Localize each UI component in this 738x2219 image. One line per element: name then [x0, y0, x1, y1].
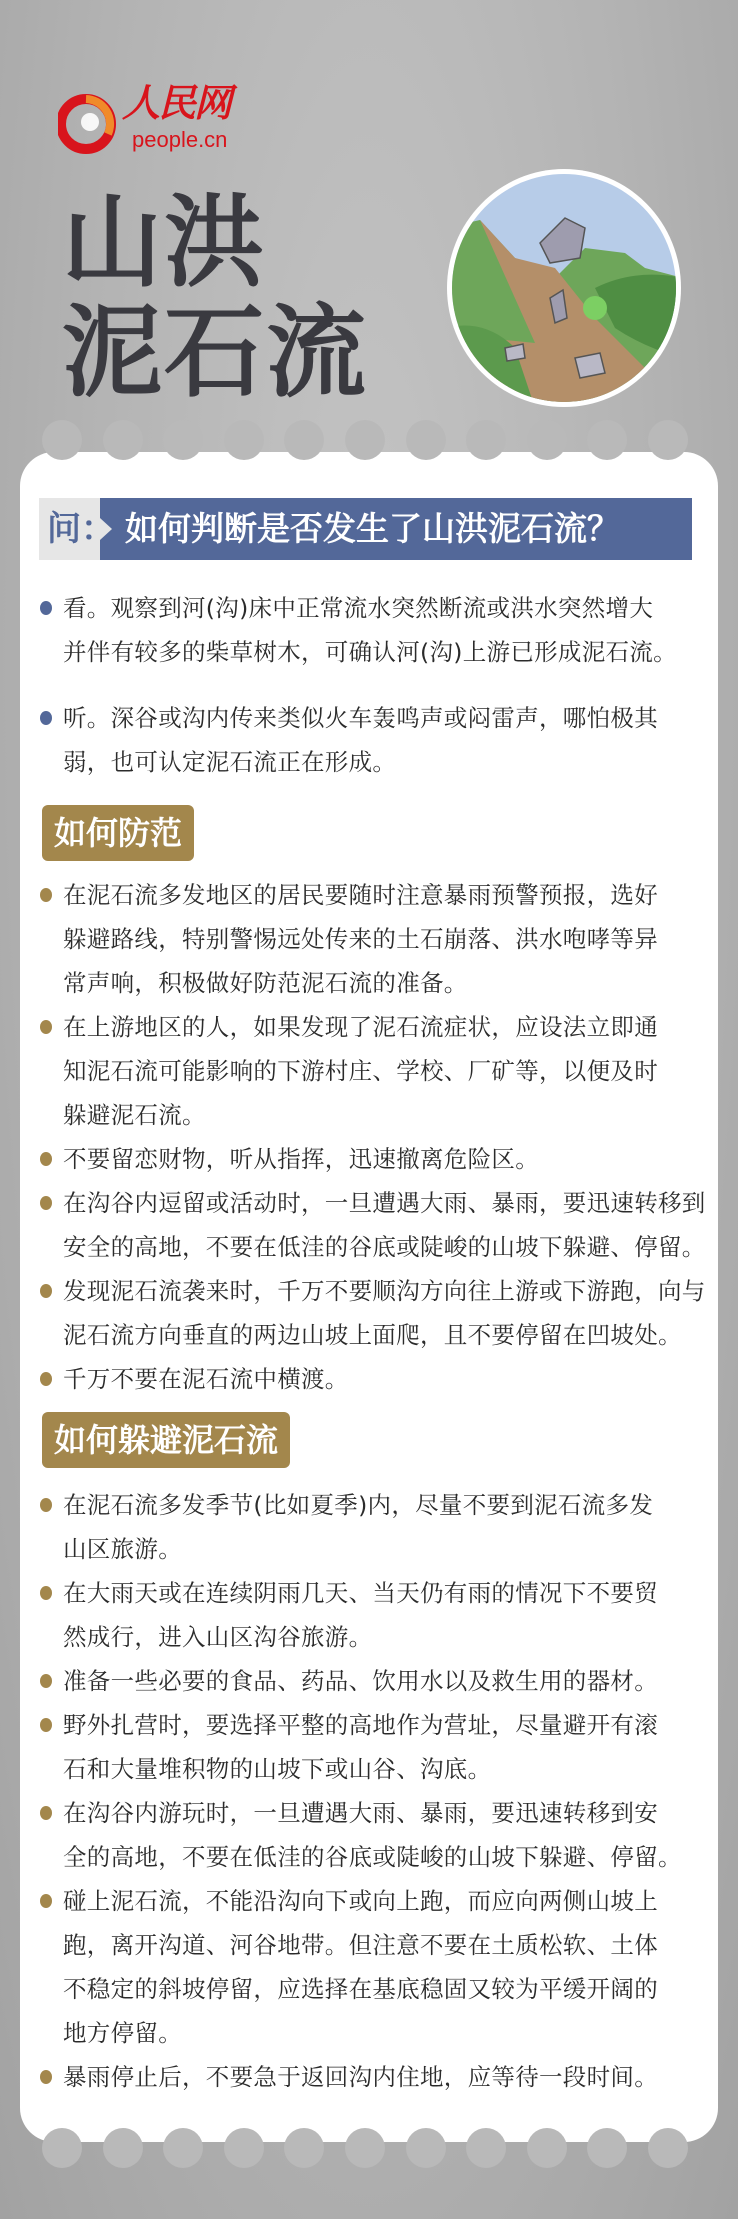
- list-item-text: 不要留恋财物，听从指挥，迅速撤离危险区。: [63, 1145, 539, 1173]
- bullet-icon: [40, 1196, 52, 1210]
- scallop-edge: [284, 2128, 324, 2168]
- list-item-text: 在大雨天或在连续阴雨几天、当天仍有雨的情况下不要贸: [63, 1579, 658, 1607]
- scallop-edge: [648, 2128, 688, 2168]
- list-item: [40, 1137, 700, 1181]
- scallop-edge: [527, 420, 567, 460]
- list-item: [40, 696, 700, 784]
- list-item-text: 躲避泥石流。: [63, 1101, 206, 1129]
- bullet-icon: [40, 601, 52, 615]
- list-item-text: 全的高地，不要在低洼的谷底或陡峻的山坡下躲避、停留。: [63, 1843, 682, 1871]
- bullet-icon: [40, 711, 52, 725]
- bullet-icon: [40, 1586, 52, 1600]
- scallop-edge: [103, 420, 143, 460]
- list-item-text: 弱，也可认定泥石流正在形成。: [63, 748, 397, 776]
- list-item: [40, 1659, 700, 1703]
- title-line-1: 山洪: [62, 184, 266, 301]
- list-item-text: 知泥石流可能影响的下游村庄、学校、厂矿等，以便及时: [63, 1057, 658, 1085]
- list-item: [40, 1879, 700, 2055]
- title-line-2: 泥石流: [62, 294, 368, 411]
- list-item-text: 然成行，进入山区沟谷旅游。: [63, 1623, 373, 1651]
- list-item-text: 不稳定的斜坡停留，应选择在基底稳固又较为平缓开阔的: [63, 1975, 658, 2003]
- list-item-text: 地方停留。: [63, 2019, 182, 2047]
- list-item-text: 并伴有较多的柴草树木，可确认河(沟)上游已形成泥石流。: [63, 638, 677, 666]
- arrow-right-icon: [100, 518, 112, 540]
- scallop-edge: [42, 420, 82, 460]
- scallop-edge: [163, 420, 203, 460]
- list-item-text: 在沟谷内游玩时，一旦遭遇大雨、暴雨，要迅速转移到安: [63, 1799, 658, 1827]
- brand-url: people.cn: [132, 127, 228, 152]
- section-header-avoid: 如何躲避泥石流: [42, 1412, 290, 1468]
- bullet-icon: [40, 888, 52, 902]
- bullet-icon: [40, 1284, 52, 1298]
- scallop-edge: [345, 2128, 385, 2168]
- scallop-edge: [648, 420, 688, 460]
- list-item-text: 跑，离开沟道、河谷地带。但注意不要在土质松软、土体: [63, 1931, 658, 1959]
- scallop-edge: [466, 2128, 506, 2168]
- bullet-icon: [40, 1674, 52, 1688]
- bullet-icon: [40, 1498, 52, 1512]
- bullet-icon: [40, 1718, 52, 1732]
- landslide-illustration: [445, 168, 683, 408]
- scallop-edge: [103, 2128, 143, 2168]
- list-item: [40, 1571, 700, 1659]
- list-item-text: 准备一些必要的食品、药品、饮用水以及救生用的器材。: [63, 1667, 658, 1695]
- list-item-text: 看。观察到河(沟)床中正常流水突然断流或洪水突然增大: [63, 594, 654, 622]
- scallop-edge: [224, 420, 264, 460]
- list-item: [40, 1181, 706, 1269]
- list-item-text: 发现泥石流袭来时，千万不要顺沟方向往上游或下游跑，向与: [63, 1277, 706, 1305]
- scallop-edge: [345, 420, 385, 460]
- bullet-icon: [40, 1806, 52, 1820]
- list-item: [40, 1791, 700, 1879]
- list-item-text: 听。深谷或沟内传来类似火车轰鸣声或闷雷声，哪怕极其: [63, 704, 658, 732]
- list-item-text: 在上游地区的人，如果发现了泥石流症状，应设法立即通: [63, 1013, 658, 1041]
- list-item-text: 泥石流方向垂直的两边山坡上面爬，且不要停留在凹坡处。: [63, 1321, 682, 1349]
- scallop-edge: [406, 2128, 446, 2168]
- list-item: [40, 586, 700, 674]
- list-item: [40, 1005, 700, 1137]
- list-item: [40, 2055, 700, 2099]
- list-item-text: 在沟谷内逗留或活动时，一旦遭遇大雨、暴雨，要迅速转移到: [63, 1189, 706, 1217]
- list-item: [40, 1269, 706, 1357]
- list-item-text: 常声响，积极做好防范泥石流的准备。: [63, 969, 468, 997]
- list-item-text: 在泥石流多发地区的居民要随时注意暴雨预警预报，选好: [63, 881, 658, 909]
- section-header-prevent: 如何防范: [42, 805, 194, 861]
- list-item: [40, 1483, 700, 1571]
- question-bar: [39, 498, 692, 560]
- list-item-text: 暴雨停止后，不要急于返回沟内住地，应等待一段时间。: [63, 2063, 658, 2091]
- bullet-icon: [40, 1020, 52, 1034]
- scallop-edge: [406, 420, 446, 460]
- bullet-icon: [40, 2070, 52, 2084]
- scallop-edge: [527, 2128, 567, 2168]
- scallop-edge: [224, 2128, 264, 2168]
- list-item-text: 石和大量堆积物的山坡下或山谷、沟底。: [63, 1755, 492, 1783]
- bullet-icon: [40, 1152, 52, 1166]
- scallop-edge: [42, 2128, 82, 2168]
- question-label: 问：: [39, 498, 100, 560]
- bullet-icon: [40, 1372, 52, 1386]
- list-item-text: 野外扎营时，要选择平整的高地作为营址，尽量避开有滚: [63, 1711, 658, 1739]
- list-item: [40, 1703, 700, 1791]
- list-item-text: 千万不要在泥石流中横渡。: [63, 1365, 349, 1393]
- list-item-text: 山区旅游。: [63, 1535, 182, 1563]
- scallop-edge: [163, 2128, 203, 2168]
- list-item-text: 在泥石流多发季节(比如夏季)内，尽量不要到泥石流多发: [63, 1491, 654, 1519]
- list-item: [40, 873, 700, 1005]
- list-item: [40, 1357, 700, 1401]
- list-item-text: 躲避路线，特别警惕远处传来的土石崩落、洪水咆哮等异: [63, 925, 658, 953]
- list-item-text: 安全的高地，不要在低洼的谷底或陡峻的山坡下躲避、停留。: [63, 1233, 706, 1261]
- list-item-text: 碰上泥石流，不能沿沟向下或向上跑，而应向两侧山坡上: [63, 1887, 658, 1915]
- question-title: 如何判断是否发生了山洪泥石流？: [125, 509, 620, 548]
- bullet-icon: [40, 1894, 52, 1908]
- scallop-edge: [587, 2128, 627, 2168]
- scallop-edge: [466, 420, 506, 460]
- brand-name: 人民网: [122, 80, 231, 125]
